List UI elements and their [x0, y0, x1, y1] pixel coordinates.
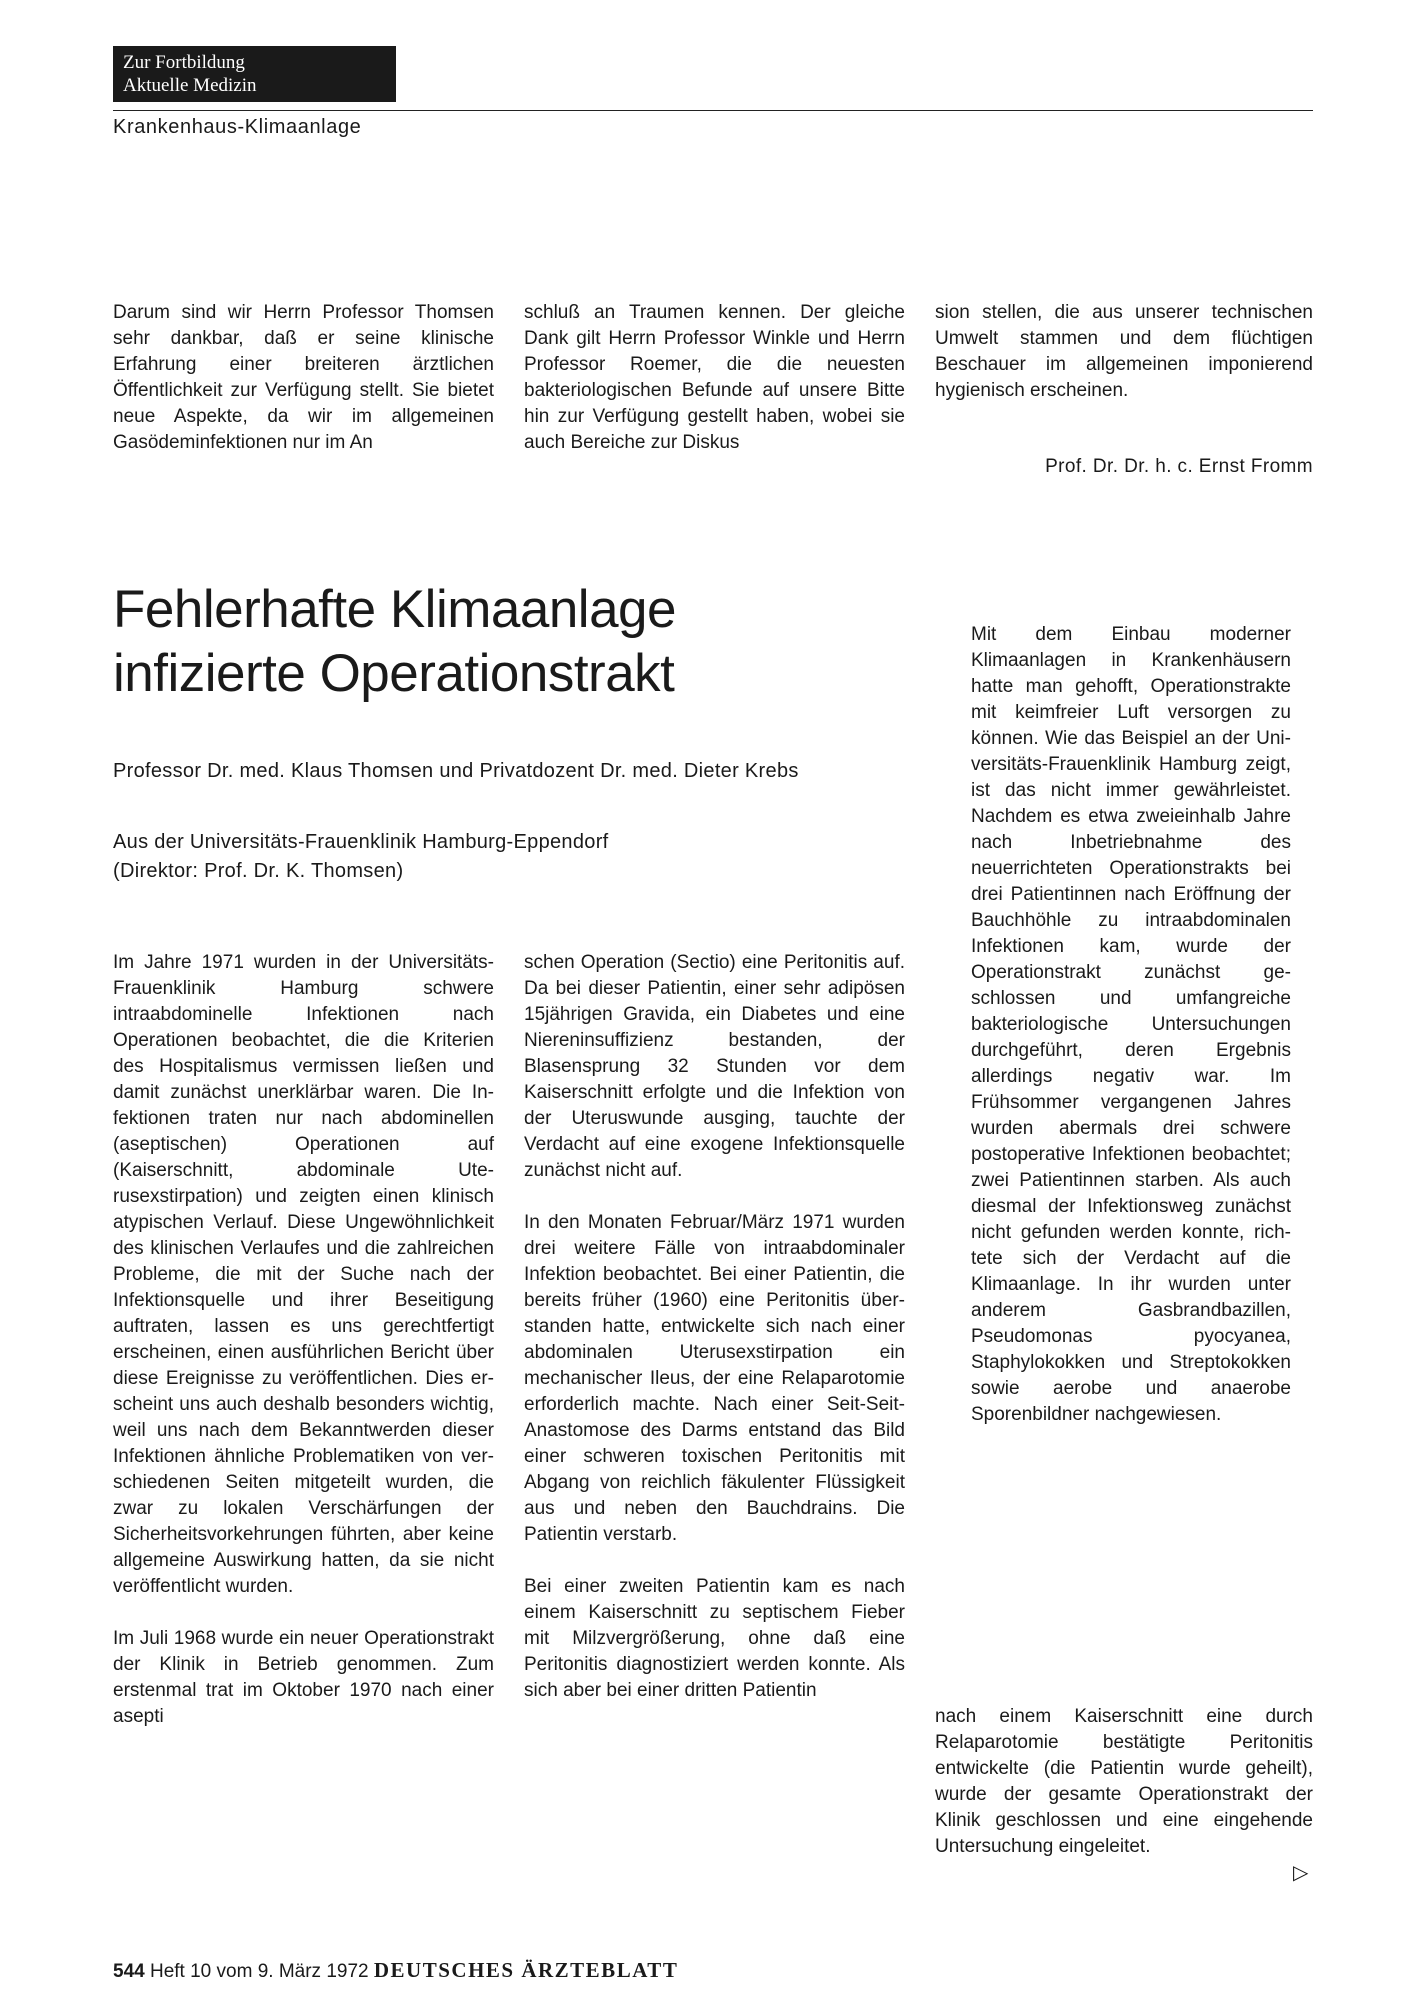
- triangle-right-icon: ▷: [1293, 1862, 1309, 1884]
- affiliation-line-1: Aus der Universitäts-Frauenklinik Hamburg-Eppendorf: [113, 831, 609, 853]
- rubric-badge: [113, 46, 396, 102]
- body-paragraph: Bei einer zweiten Patientin kam es nach einem Kaiserschnitt zu septischem Fieber mit Milzvergrößerung, ohne daß eine Peritonitis diagnostiziert werden konnte. Als sich aber bei einer dritten Patientin: [524, 1576, 905, 1701]
- body-paragraph: nach einem Kaiserschnitt eine durch Relaparotomie bestätigte Peritonitis entwickelte (die Patientin wurde geheilt), wurde der gesamte Operationstrakt der Klinik geschlossen und eine eingehende Untersuchung eingeleitet.: [935, 1706, 1313, 1857]
- page-number: 544: [113, 1961, 145, 1982]
- preface-text: schluß an Traumen kennen. Der gleiche Dank gilt Herrn Professor Winkle und Herrn Professor Roemer, die die neuesten bakteriologischen Befunde auf unsere Bitte hin zur Verfügung gestellt haben, wobei sie auch Bereiche zur Diskus: [524, 302, 905, 453]
- article-title: [113, 578, 676, 706]
- journal-name: DEUTSCHES ÄRZTEBLATT: [373, 1958, 679, 1982]
- preface-column-2: [524, 300, 905, 456]
- body-paragraph: Im Jahre 1971 wurden in der Universitäts-Frauenklinik Hamburg schwere intraabdominelle Infektionen nach Operationen beobachtet, die die Kriterien des Hospitalismus vermissen ließen und damit zunächst unerklärbar waren. Die Infektionen traten nur nach abdominellen (aseptischen) Operationen auf (Kaiserschnitt, abdominale Uterusexstirpation) und zeigten einen klinisch atypischen Verlauf. Diese Ungewöhnlichkeit des klinischen Verlaufes und die zahlreichen Probleme, die mit der Suche nach der Infektionsquelle und ihrer Beseitigung auftraten, lassen es uns gerechtfertigt erscheinen, einen ausführlichen Bericht über diese Ereignisse zu veröffentlichen. Dies erscheint uns auch deshalb besonders wichtig, weil uns nach dem Bekanntwerden dieser Infektionen ähnliche Problematiken von verschiedenen Seiten mitgeteilt wurden, die zwar zu lokalen Verschärfungen der Sicherheitsvorkehrungen führten, aber keine allgemeine Auswirkung hatten, da sie nicht veröffentlicht wurden.: [113, 952, 494, 1597]
- preface-signature: Prof. Dr. Dr. h. c. Ernst Fromm: [1045, 456, 1313, 477]
- article-title-line-2: infizierte Operationstrakt: [113, 644, 675, 703]
- rubric-line-2: Aktuelle Medizin: [123, 75, 257, 96]
- section-title: Krankenhaus-Klimaanlage: [113, 116, 362, 138]
- page-footer: [113, 1958, 678, 1983]
- issue-info: Heft 10 vom 9. März 1972: [149, 1961, 369, 1982]
- rubric-line-1: Zur Fortbildung: [123, 52, 245, 73]
- body-paragraph: Im Juli 1968 wurde ein neuer Operationstrakt der Klinik in Betrieb genommen. Zum erstenmal trat im Oktober 1970 nach einer asepti: [113, 1628, 494, 1727]
- article-column-1: [113, 950, 494, 1730]
- article-column-3: [935, 1704, 1313, 1860]
- article-column-2: [524, 950, 905, 1704]
- article-abstract-column: [971, 622, 1291, 1428]
- article-affiliation: [113, 828, 609, 886]
- affiliation-line-2: (Direktor: Prof. Dr. K. Thomsen): [113, 860, 404, 882]
- abstract-paragraph: Mit dem Einbau moderner Klimaanlagen in Krankenhäusern hatte man gehofft, Operationstrakte mit keimfreier Luft versorgen zu können. Wie das Beispiel an der Universitäts-Frauenklinik Hamburg zeigt, ist das nicht immer gewährleistet. Nachdem es etwa zweieinhalb Jahre nach Inbetriebnahme des neuerrichteten Operationstrakts bei drei Patientinnen nach Eröffnung der Bauchhöhle zu intraabdominalen Infektionen kam, wurde der Operationstrakt zunächst geschlossen und umfangreiche bakteriologische Untersuchungen durchgeführt, deren Ergebnis allerdings negativ war. Im Frühsommer vergangenen Jahres wurden abermals drei schwere postoperative Infektionen beobachtet; zwei Patientinnen starben. Als auch diesmal der Infektionsweg zunächst nicht gefunden werden konnte, richtete sich der Verdacht auf die Klimaanlage. In ihr wurden unter anderem Gasbrandbazillen, Pseudomonas pyocyanea, Staphylokokken und Streptokokken sowie aerobe und anaerobe Sporenbildner nachgewiesen.: [971, 624, 1291, 1425]
- preface-text: Darum sind wir Herrn Professor Thomsen sehr dankbar, daß er seine klinische Erfahrung einer breiteren ärztlichen Öffentlichkeit zur Verfügung stellt. Sie bietet neue Aspekte, da wir im allgemeinen Gasödeminfektionen nur im An: [113, 302, 494, 453]
- preface-text: sion stellen, die aus unserer technischen Umwelt stammen und dem flüchtigen Beschauer im allgemeinen imponierend hygienisch erscheinen.: [935, 302, 1313, 401]
- preface-column-3: [935, 300, 1313, 404]
- article-title-line-1: Fehlerhafte Klimaanlage: [113, 580, 677, 639]
- body-paragraph: In den Monaten Februar/März 1971 wurden drei weitere Fälle von intraabdominaler Infektion beobachtet. Bei einer Patientin, die bereits früher (1960) eine Peritonitis überstanden hatte, entwickelte sich nach einer abdominalen Uterusexstirpation ein mechanischer Ileus, der eine Relaparotomie erforderlich machte. Nach einer Seit-Seit-Anastomose des Darms entstand das Bild einer schweren toxischen Peritonitis mit Abgang von reichlich fäkulenter Flüssigkeit aus und neben den Bauchdrains. Die Patientin verstarb.: [524, 1212, 905, 1545]
- body-paragraph: schen Operation (Sectio) eine Peritonitis auf. Da bei dieser Patientin, einer sehr adipösen 15jährigen Gravida, ein Diabetes und eine Niereninsuffizienz bestanden, der Blasensprung 32 Stunden vor dem Kaiserschnitt erfolgte und die Infektion von der Uteruswunde ausging, tauchte der Verdacht auf eine exogene Infektionsquelle zunächst nicht auf.: [524, 952, 905, 1181]
- header-rule: [113, 110, 1313, 111]
- preface-column-1: [113, 300, 494, 456]
- article-authors: Professor Dr. med. Klaus Thomsen und Privatdozent Dr. med. Dieter Krebs: [113, 760, 799, 782]
